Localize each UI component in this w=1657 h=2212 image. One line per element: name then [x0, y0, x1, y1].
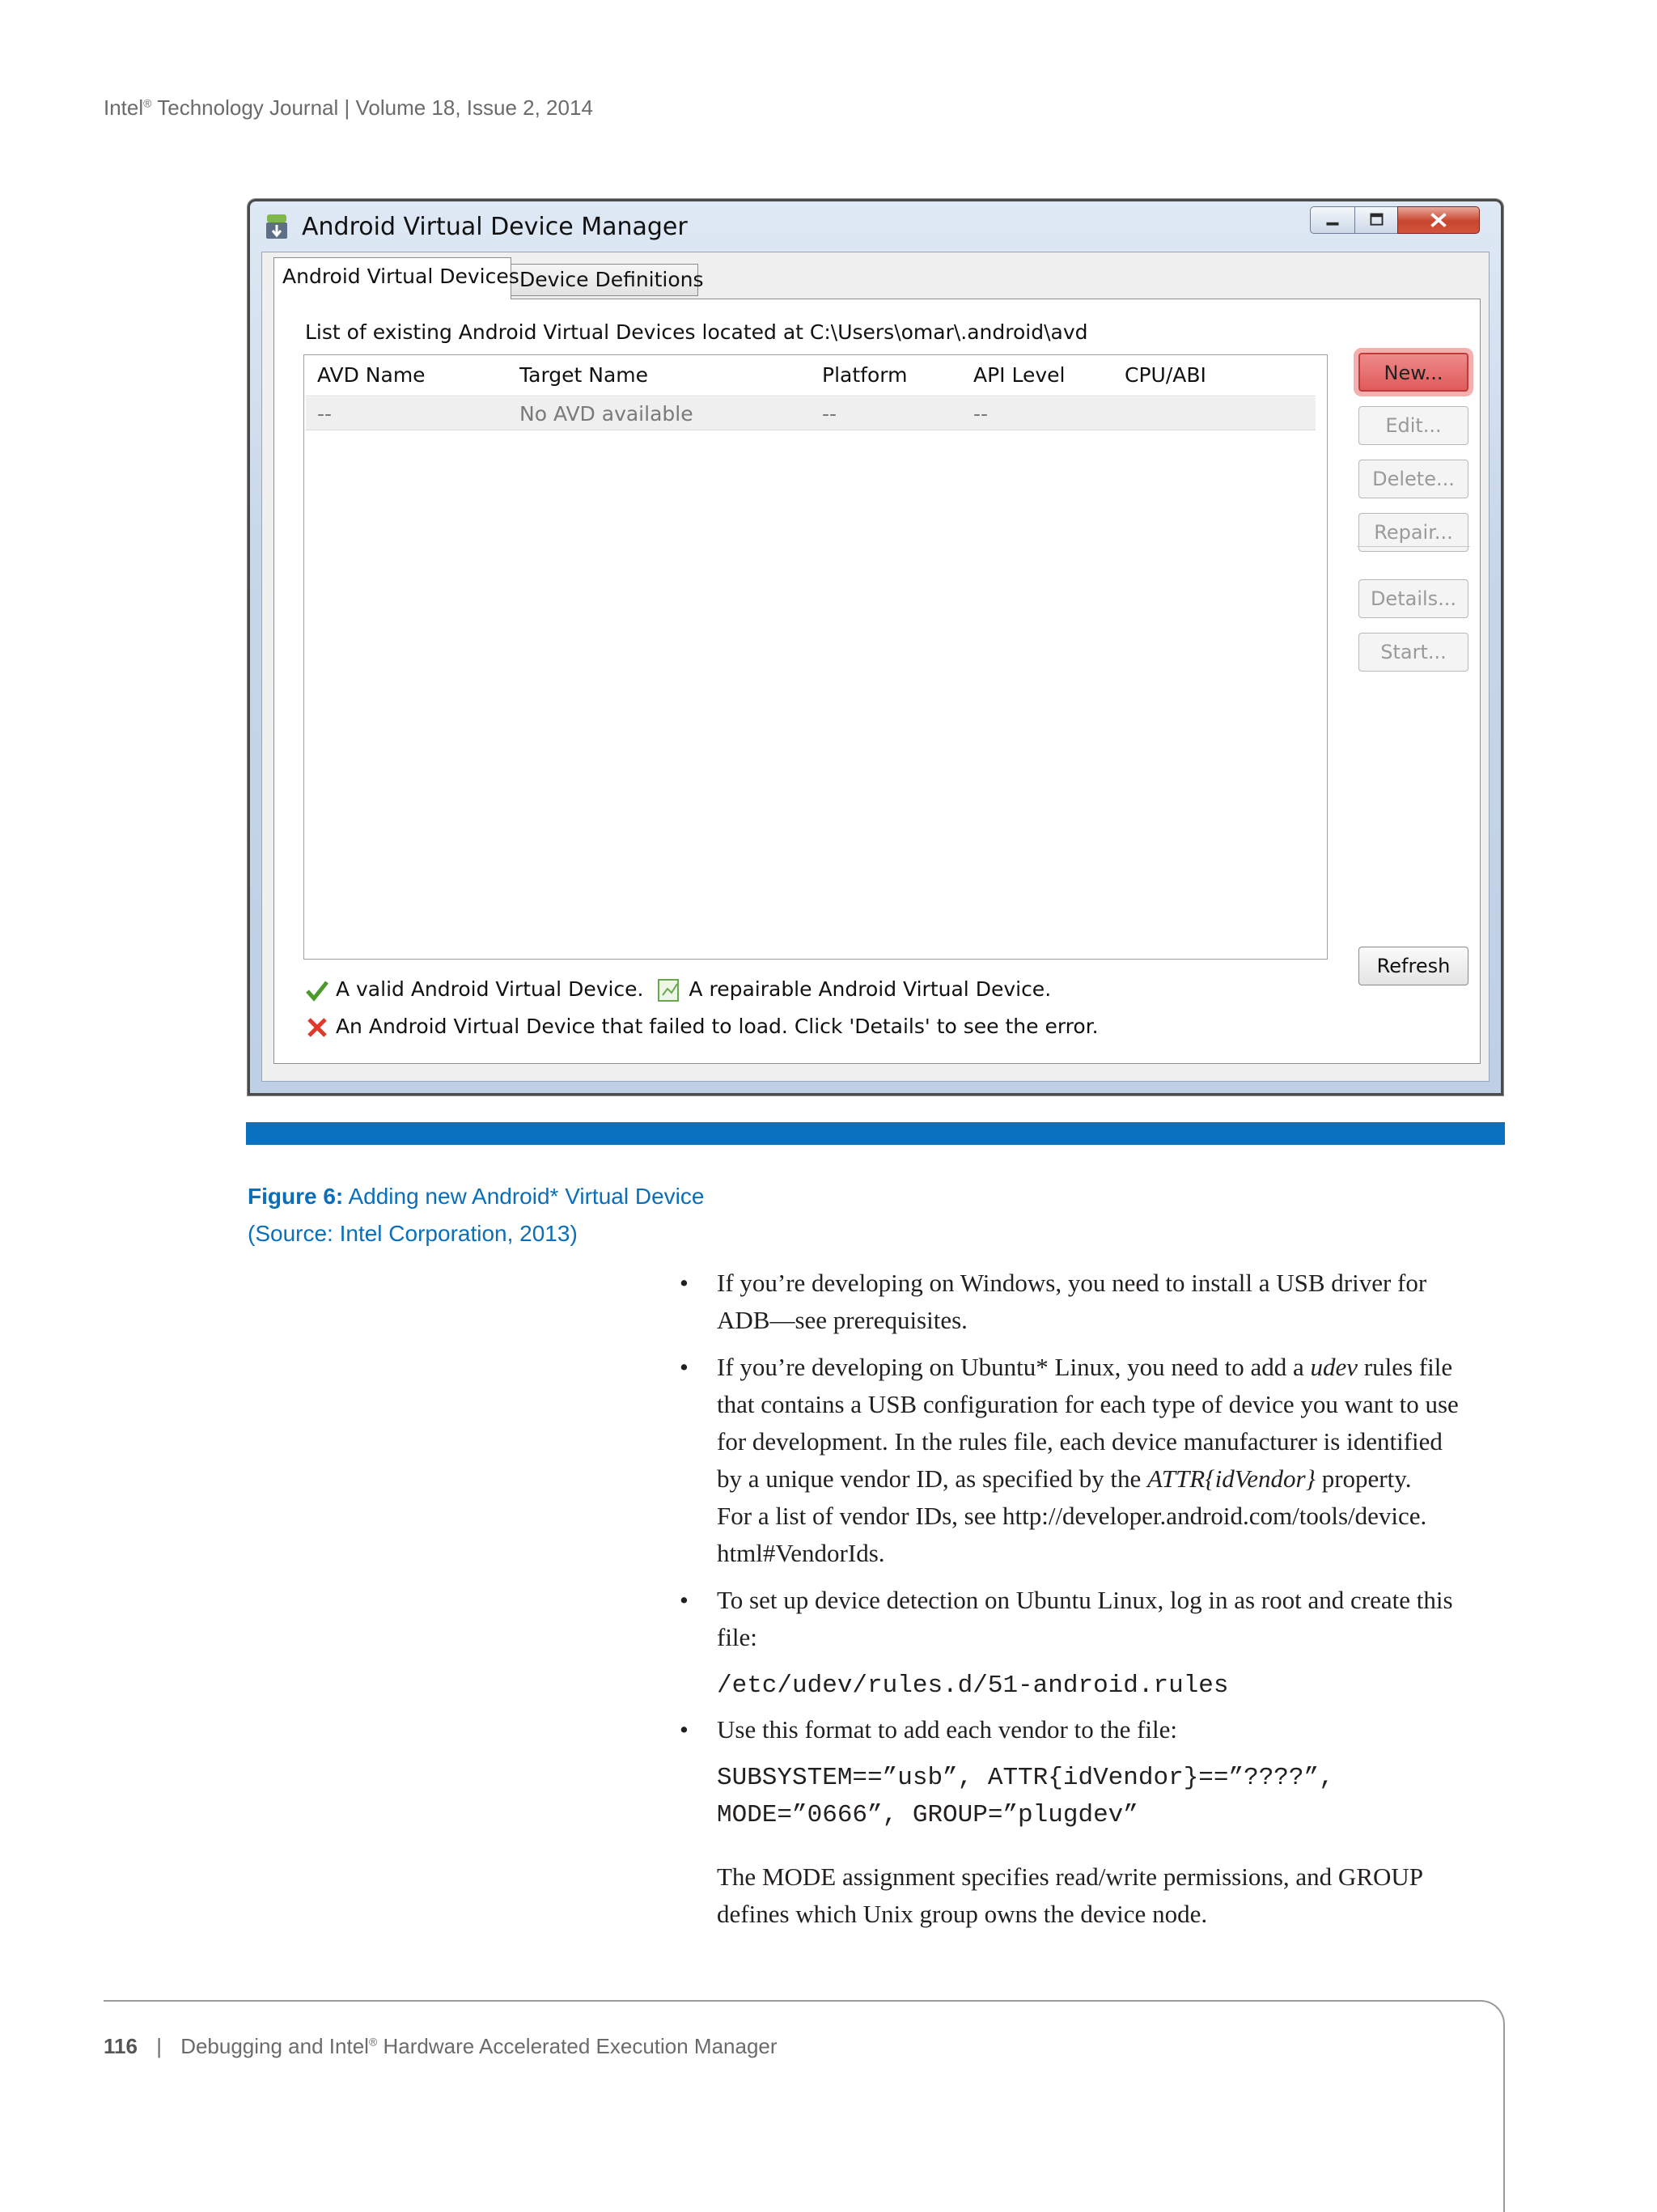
journal-name: Intel: [104, 95, 144, 120]
legend-valid-text: A valid Android Virtual Device.: [335, 977, 644, 1001]
minimize-button[interactable]: [1310, 206, 1355, 234]
legend-failed-text: An Android Virtual Device that failed to load. Click 'Details' to see the error.: [335, 1015, 1099, 1038]
footer-title-rest: Hardware Accelerated Execution Manager: [377, 2034, 778, 2058]
text-span: If you’re developing on Ubuntu* Linux, you need to add a: [717, 1353, 1311, 1381]
button-separator: [1357, 546, 1470, 547]
column-header-platform[interactable]: Platform: [822, 363, 908, 387]
close-button[interactable]: [1397, 206, 1480, 234]
figure-source: (Source: Intel Corporation, 2013): [248, 1221, 578, 1246]
text-line: If you’re developing on Windows, you need to install a USB driver for: [717, 1269, 1427, 1297]
running-head: [104, 95, 593, 121]
figure-caption: [248, 1178, 704, 1252]
code-rules-path: /etc/udev/rules.d/51-android.rules: [717, 1672, 1229, 1700]
text-line: To set up device detection on Ubuntu Linux, log in as root and create this: [717, 1586, 1453, 1614]
registered-mark: ®: [143, 96, 152, 110]
figure-rule: [246, 1122, 1505, 1145]
text-line: defines which Unix group owns the device node.: [717, 1900, 1208, 1928]
figure-label: Figure 6:: [248, 1184, 344, 1209]
udev-term: udev: [1310, 1353, 1358, 1381]
window-client-area: [261, 252, 1490, 1082]
cell-target-name: No AVD available: [519, 402, 693, 426]
footer-title: Debugging and Intel: [180, 2034, 369, 2058]
bullet: •: [680, 1715, 689, 1744]
legend-failed: [305, 1015, 1099, 1040]
registered-mark: ®: [368, 2035, 378, 2049]
column-header-target-name[interactable]: Target Name: [519, 363, 649, 387]
column-header-api-level[interactable]: API Level: [973, 363, 1066, 387]
error-x-icon: [305, 1015, 329, 1040]
avd-manager-window: [248, 199, 1503, 1095]
text-line: html#VendorIds.: [717, 1539, 885, 1567]
bullet: •: [680, 1586, 689, 1614]
list-caption: List of existing Android Virtual Devices located at C:\Users\omar\.android\avd: [305, 320, 1088, 344]
maximize-button[interactable]: [1354, 206, 1398, 234]
tab-panel: [273, 299, 1481, 1064]
cell-avd-name: --: [317, 402, 333, 426]
text-span: property.: [1315, 1464, 1412, 1493]
table-row[interactable]: [306, 397, 1316, 430]
cell-api-level: --: [973, 402, 989, 426]
text-line: file:: [717, 1623, 757, 1651]
text-line: For a list of vendor IDs, see http://developer.android.com/tools/device.: [717, 1502, 1427, 1530]
column-header-cpu-abi[interactable]: CPU/ABI: [1125, 363, 1206, 387]
text-span: by a unique vendor ID, as specified by the: [717, 1464, 1148, 1493]
refresh-button[interactable]: Refresh: [1358, 947, 1468, 985]
window-title: Android Virtual Device Manager: [302, 213, 688, 241]
bullet: •: [680, 1269, 689, 1297]
text-line: [717, 1349, 1526, 1386]
new-avd-button[interactable]: New...: [1358, 353, 1468, 392]
checkmark-icon: [305, 978, 329, 1002]
title-bar: [250, 201, 1501, 252]
journal-issue: Technology Journal | Volume 18, Issue 2, 2014: [151, 95, 593, 120]
tab-device-definitions[interactable]: Device Definitions: [511, 264, 698, 296]
cell-platform: --: [822, 402, 837, 426]
legend-repairable-text: A repairable Android Virtual Device.: [689, 977, 1052, 1001]
code-rule-line-1: SUBSYSTEM==”usb”, ATTR{idVendor}==”????”,: [717, 1764, 1334, 1792]
repair-button[interactable]: Repair...: [1358, 513, 1468, 552]
column-header-avd-name[interactable]: AVD Name: [317, 363, 426, 387]
attr-idvendor-term: ATTR{idVendor}: [1147, 1464, 1316, 1493]
text-span: rules file: [1358, 1353, 1453, 1381]
text-line: Use this format to add each vendor to the file:: [717, 1715, 1178, 1744]
bullet: •: [680, 1353, 689, 1381]
footer-separator: |: [156, 2034, 162, 2058]
mode-paragraph: [717, 1858, 1494, 1933]
text-line: for development. In the rules file, each device manufacturer is identified: [717, 1427, 1443, 1456]
repairable-icon: [656, 977, 682, 1003]
text-line: The MODE assignment specifies read/write permissions, and GROUP: [717, 1862, 1424, 1891]
footer-rule: [104, 2000, 1505, 2212]
start-button[interactable]: Start...: [1358, 633, 1468, 672]
page-footer: [104, 2034, 778, 2059]
page-number: 116: [104, 2034, 138, 2058]
avd-table[interactable]: [303, 354, 1328, 960]
legend-valid: [305, 977, 1051, 1003]
text-line: ADB—see prerequisites.: [717, 1306, 968, 1334]
android-sdk-icon: [265, 213, 289, 240]
edit-button[interactable]: Edit...: [1358, 406, 1468, 445]
code-rule-line-2: MODE=”0666”, GROUP=”plugdev”: [717, 1801, 1138, 1829]
details-button[interactable]: Details...: [1358, 579, 1468, 618]
tab-android-virtual-devices[interactable]: Android Virtual Devices: [273, 257, 511, 299]
delete-button[interactable]: Delete...: [1358, 460, 1468, 498]
text-line: [717, 1460, 1526, 1498]
text-line: that contains a USB configuration for each type of device you want to use: [717, 1390, 1459, 1418]
figure-title: Adding new Android* Virtual Device: [348, 1184, 705, 1209]
